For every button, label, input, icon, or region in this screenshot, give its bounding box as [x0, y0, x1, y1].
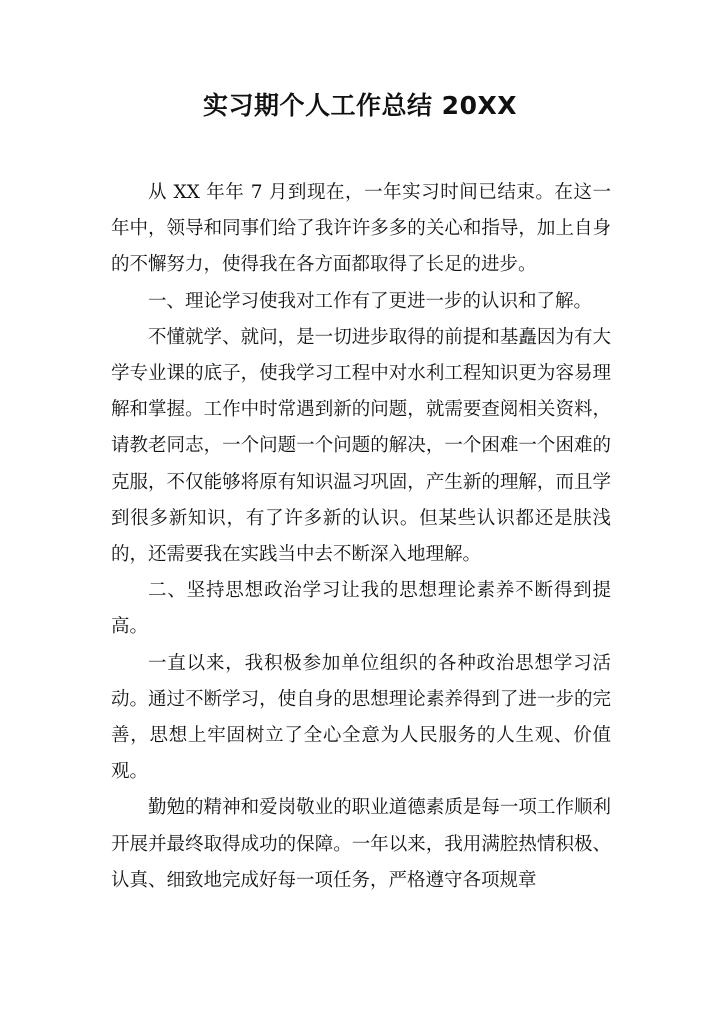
paragraph-work-ethic: 勤勉的精神和爱岗敬业的职业道德素质是每一项工作顺利开展并最终取得成功的保障。一年以来，我用满腔热情积极、认真、细致地完成好每一项任务，严格遵守各项规章: [111, 797, 611, 891]
document-body: [111, 175, 611, 899]
page-title: 实习期个人工作总结 20XX: [202, 91, 518, 120]
paragraph-intro: 从 XX 年年 7 月到现在，一年实习时间已结束。在这一年中，领导和同事们给了我许许多多的关心和指导，加上自身的不懈努力，使得我在各方面都取得了长足的进步。: [111, 182, 611, 276]
section-heading-1: 一、理论学习使我对工作有了更进一步的认识和了解。: [148, 290, 593, 312]
section-heading-2: 二、坚持思想政治学习让我的思想理论素养不断得到提高。: [111, 580, 611, 638]
paragraph-learning: 不懂就学、就问，是一切进步取得的前提和基矗因为有大学专业课的底子，使我学习工程中对水利工程知识更为容易理解和掌握。工作中时常遇到新的问题，就需要查阅相关资料，请教老同志，一个问题一个问题的解决，一个困难一个困难的克服，不仅能够将原有知识温习巩固，产生新的理解，而且学到很多新知识，有了许多新的认识。但某些认识都还是肤浅的，还需要我在实践当中去不断深入地理解。: [111, 326, 611, 566]
paragraph-political-study: 一直以来，我积极参加单位组织的各种政治思想学习活动。通过不断学习，使自身的思想理论素养得到了进一步的完善，思想上牢固树立了全心全意为人民服务的人生观、价值观。: [111, 652, 611, 783]
